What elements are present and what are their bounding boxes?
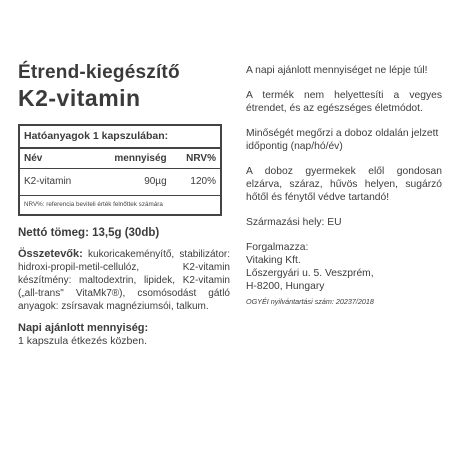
cell-name: K2-vitamin <box>20 169 92 196</box>
right-column <box>246 64 442 306</box>
table-row <box>20 169 220 196</box>
distributor-block <box>246 241 442 293</box>
distributor-label: Forgalmazza: <box>246 242 309 253</box>
table-header-row <box>20 149 220 169</box>
ingredients-paragraph <box>18 248 230 313</box>
warning-diet: A termék nem helyettesíti a vegyes étrendet, és az egészséges életmódot. <box>246 90 442 114</box>
storage-instructions: A doboz gyermekek elől gondosan elzárva, száraz, hűvös helyen, sugárzó hőtől és fénytől védve tartandó! <box>246 166 442 203</box>
daily-dose-text: 1 kapszula étkezés közben. <box>18 335 147 347</box>
origin-note: Származási hely: EU <box>246 217 342 228</box>
net-weight: Nettó tömeg: 13,5g (30db) <box>18 227 160 239</box>
col-nrv-header: NRV% <box>171 149 220 169</box>
distributor-name: Vitaking Kft. <box>246 255 301 266</box>
registration-number: OGYÉI nyilvántartási szám: 20237/2018 <box>246 297 374 306</box>
left-column <box>18 62 230 348</box>
col-name-header: Név <box>20 149 92 169</box>
distributor-address-line1: Lőszergyári u. 5. Veszprém, <box>246 268 374 279</box>
ingredients-grid <box>20 149 220 196</box>
cell-nrv: 120% <box>171 169 220 196</box>
distributor-address-line2: H-8200, Hungary <box>246 281 325 292</box>
storage-date-note: Minőségét megőrzi a doboz oldalán jelzett időpontig (nap/hó/év) <box>246 128 439 152</box>
cell-amount: 90µg <box>92 169 171 196</box>
ingredients-text: kukoricakeményítő, stabilizátor: hidroxi-propil-metil-cellulóz, K2-vitamin készítmény: maltodextrin, lipidek, K2-vitamin („all-trans" VitaMk7®), csomósodást gátló anyagok: zsírsavak magnéziumsói, talkum. <box>18 249 230 312</box>
daily-dose-title: Napi ajánlott mennyiség: <box>18 322 149 334</box>
table-footnote: NRV%: referencia beviteli érték felnőttek számára <box>24 201 163 208</box>
active-ingredients-table <box>18 124 222 216</box>
product-name-heading: K2-vitamin <box>18 85 141 111</box>
col-amount-header: mennyiség <box>92 149 171 169</box>
warning-dose: A napi ajánlott mennyiséget ne lépje túl! <box>246 65 428 76</box>
product-type-heading: Étrend-kiegészítő <box>18 62 180 83</box>
ingredients-label: Összetevők: <box>18 248 83 260</box>
table-title: Hatóanyagok 1 kapszulában: <box>20 126 220 149</box>
